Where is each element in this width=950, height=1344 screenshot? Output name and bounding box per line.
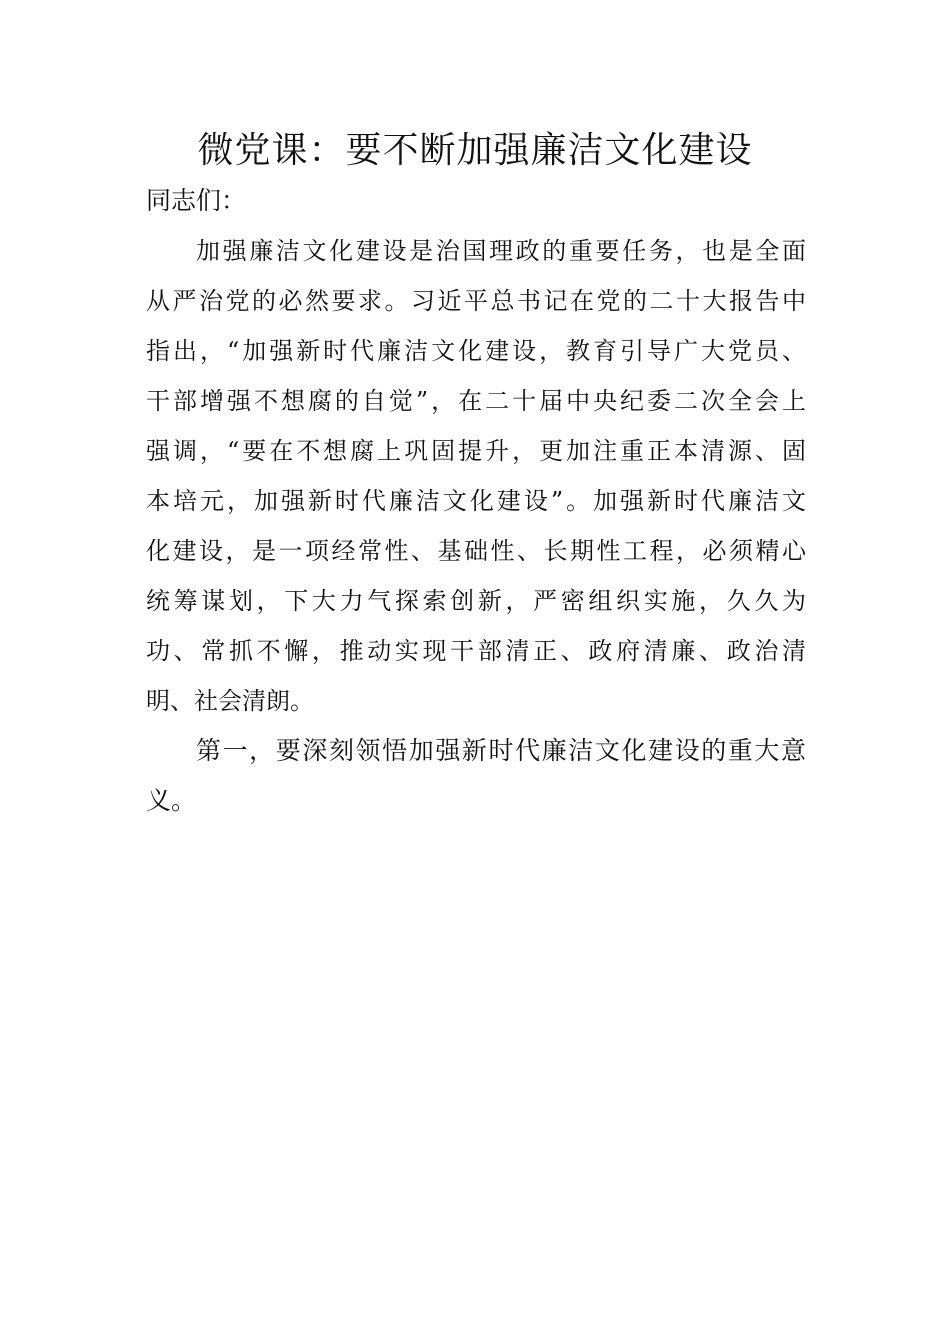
paragraph-line: 加强廉洁文化建设是治国理政的重要任务，也是全面 <box>196 237 806 265</box>
paragraph-line: 指出，“加强新时代廉洁文化建设，教育引导广大党员、 <box>146 337 806 365</box>
paragraph-line: 从严治党的必然要求。习近平总书记在党的二十大报告中 <box>146 287 806 315</box>
document-title: 微党课：要不断加强廉洁文化建设 <box>197 130 753 171</box>
paragraph-line: 强调，“要在不想腐上巩固提升，更加注重正本清源、固 <box>146 437 806 465</box>
heading-line: 第一，要深刻领悟加强新时代廉洁文化建设的重大意 <box>196 736 806 765</box>
paragraph-line: 化建设，是一项经常性、基础性、长期性工程，必须精心 <box>146 537 806 565</box>
paragraph-line: 统筹谋划，下大力气探索创新，严密组织实施，久久为 <box>146 587 806 615</box>
paragraph-line: 本培元，加强新时代廉洁文化建设”。加强新时代廉洁文 <box>146 487 806 515</box>
paragraph-line: 明、社会清朗。 <box>146 687 314 715</box>
paragraph-1 <box>146 226 806 726</box>
paragraph-line: 功、常抓不懈，推动实现干部清正、政府清廉、政治清 <box>146 637 806 665</box>
section-heading-1 <box>146 726 806 826</box>
salutation: 同志们： <box>146 186 247 215</box>
paragraph-line: 干部增强不想腐的自觉”，在二十届中央纪委二次全会上 <box>146 387 806 415</box>
heading-line: 义。 <box>146 786 197 815</box>
